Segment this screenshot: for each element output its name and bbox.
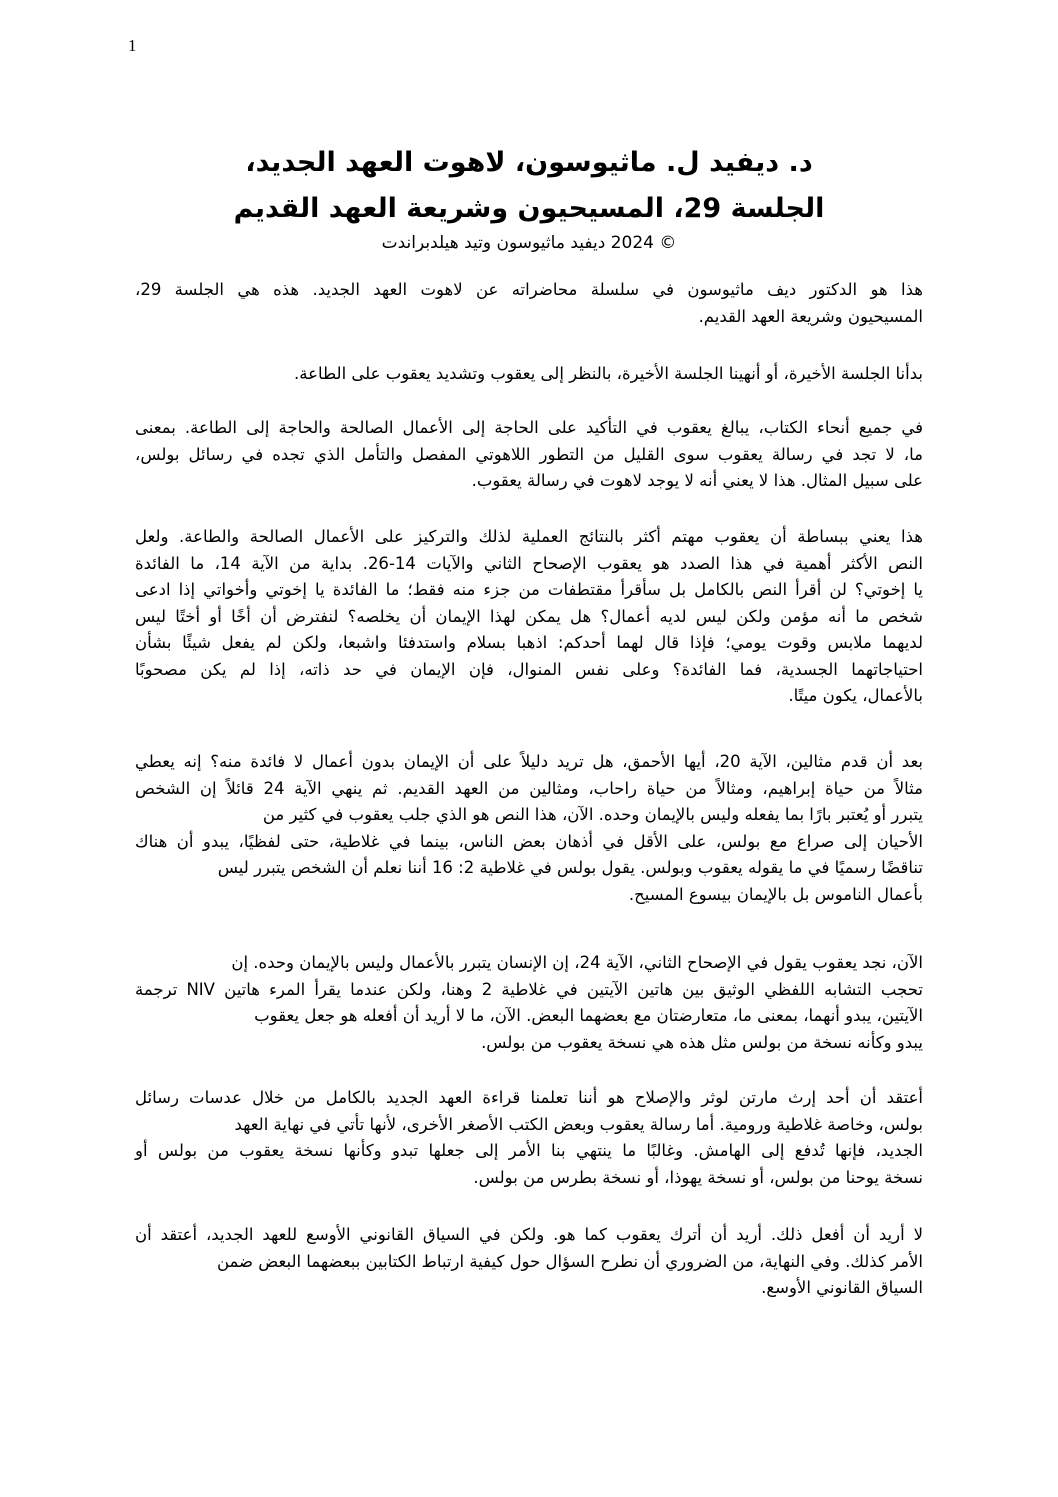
text-line: احتياجاتهما الجسدية، فما الفائدة؟ وعلى نفس المنوال، فإن الإيمان في حد ذاته، إذا لم يكن مصحوبًا: [135, 659, 923, 679]
text-line: بعد أن قدم مثالين، الآية 20، أيها الأحمق، هل تريد دليلاً على أن الإيمان بدون أعمال لا فائدة منه؟ إنه يعطي: [135, 752, 923, 771]
text-line: بولس، وخاصة غلاطية ورومية. أما رسالة يعقوب وبعض الكتب الأصغر الأخرى، لأنها تأتي في نهاية العهد: [234, 1114, 923, 1134]
text-line: بدأنا الجلسة الأخيرة، أو أنهينا الجلسة الأخيرة، بالنظر إلى يعقوب وتشديد يعقوب على الطاعة.: [294, 364, 923, 383]
text-line: الآن، نجد يعقوب يقول في الإصحاح الثاني، الآية 24، إن الإنسان يتبرر بالأعمال وليس بالإيمان وحده. إن: [231, 953, 923, 972]
paragraph: [135, 361, 923, 388]
text-line: الآيتين، يبدو أنهما، بمعنى ما، متعارضتان مع بعضهما البعض. الآن، ما لا أريد أن أفعله هو جعل يعقوب: [254, 1006, 923, 1025]
text-line: تحجب التشابه اللفظي الوثيق بين هاتين الآيتين في غلاطية 2 وهنا، ولكن عندما يقرأ المرء هاتين NIV ترجمة: [135, 979, 924, 999]
paragraph: [135, 524, 923, 710]
text-line: هذا هو الدكتور ديف ماثيوسون في سلسلة محاضراته عن لاهوت العهد الجديد. هذه هي الجلسة 29،: [135, 280, 923, 299]
text-line: الأمر كذلك. وفي النهاية، من الضروري أن نطرح السؤال حول كيفية ارتباط الكتابين ببعضهما البعض ضمن: [216, 1251, 923, 1271]
paragraph: [135, 950, 923, 1056]
text-line: تناقضًا رسميًا في ما يقوله يعقوب وبولس. يقول بولس في غلاطية 2: 16 أننا نعلم أن الشخص يتبرر ليس: [217, 858, 923, 877]
text-line: الأحيان إلى صراع مع بولس، على الأقل في أذهان بعض الناس، بينما في غلاطية، حتى لفظيًا، يبدو أن هناك: [135, 831, 923, 851]
text-line: أعتقد أن أحد إرث مارتن لوثر والإصلاح هو أننا تعلمنا قراءة العهد الجديد بالكامل من خلال عدسات رسائل: [135, 1088, 923, 1107]
text-line: هذا يعني ببساطة أن يعقوب مهتم أكثر بالنتائج العملية لذلك والتركيز على الأعمال الصالحة والطاعة. ولعل: [135, 527, 923, 546]
paragraph-intro: [135, 277, 923, 330]
paragraph: [135, 1222, 923, 1302]
text-line: بأعمال الناموس بل بالإيمان بيسوع المسيح.: [628, 884, 923, 904]
text-line: يبدو وكأنه نسخة من بولس مثل هذه هي نسخة يعقوب من بولس.: [481, 1032, 923, 1052]
text-line: نسخة يوحنا من بولس، أو نسخة يهوذا، أو نسخة بطرس من بولس.: [473, 1167, 923, 1187]
text-line: الجديد، فإنها تُدفع إلى الهامش. وغالبًا ما ينتهي بنا الأمر إلى جعلها تبدو وكأنها نسخة يعقوب من بولس أو: [135, 1141, 923, 1160]
text-line: يتبرر أو يُعتبر بارًا بما يفعله وليس بالإيمان وحده. الآن، هذا النص هو الذي جلب يعقوب في كثير من: [262, 805, 923, 824]
text-line: في جميع أنحاء الكتاب، يبالغ يعقوب في التأكيد على الحاجة إلى الأعمال الصالحة والحاجة إلى الطاعة. بمعنى: [135, 418, 923, 437]
text-line: بالأعمال، يكون ميتًا.: [788, 686, 923, 705]
paragraph: [135, 415, 923, 495]
text-line: لا أريد أن أفعل ذلك. أريد أن أترك يعقوب كما هو. ولكن في السياق القانوني الأوسع للعهد الجديد، أعتقد أن: [135, 1225, 923, 1244]
text-line: شخص ما أنه مؤمن ولكن ليس لديه أعمال؟ هل يمكن لهذا الإيمان أن يخلصه؟ لنفترض أن أخًا أو أختًا ليس: [135, 606, 923, 626]
text-line: مثالاً من حياة إبراهيم، ومثالاً من حياة راحاب، ومثالين من العهد القديم. ثم ينهي الآية 24 قائلاً إن الشخص: [135, 778, 923, 798]
document-title-block: [0, 140, 1058, 256]
text-line: النص الأكثر أهمية في هذا الصدد هو يعقوب الإصحاح الثاني والآيات 14-26. بداية من الآية 14، ما الفائدة: [135, 553, 923, 573]
text-line: السياق القانوني الأوسع.: [761, 1278, 923, 1297]
document-title-line: د. ديفيد ل. ماثيوسون، لاهوت العهد الجديد،: [245, 147, 813, 178]
copyright-line: © 2024 ديفيد ماثيوسون وتيد هيلدبراندت: [381, 233, 677, 253]
text-line: على سبيل المثال. هذا لا يعني أنه لا يوجد لاهوت في رسالة يعقوب.: [471, 471, 923, 490]
text-line: لديهما ملابس وقوت يومي؛ فإذا قال لهما أحدكم: اذهبا بسلام واستدفئا واشبعا، ولكن لم يفعل شيئًا بشأن: [135, 633, 923, 652]
text-line: المسيحيون وشريعة العهد القديم.: [698, 306, 923, 326]
document-title-line: الجلسة 29، المسيحيون وشريعة العهد القديم: [233, 193, 825, 224]
text-line: ما، لا تجد في رسالة يعقوب سوى القليل من التطور اللاهوتي المفصل والتأمل الذي تجده في رسائل بولس،: [135, 444, 923, 464]
text-line: يا إخوتي؟ لن أقرأ النص بالكامل بل سأقرأ مقتطفات من جزء منه فقط؛ ما الفائدة يا إخوتي وأخواتي إذا ادعى: [135, 580, 923, 599]
paragraph: [135, 749, 923, 908]
page-number: 1: [128, 36, 137, 55]
paragraph: [135, 1085, 923, 1191]
